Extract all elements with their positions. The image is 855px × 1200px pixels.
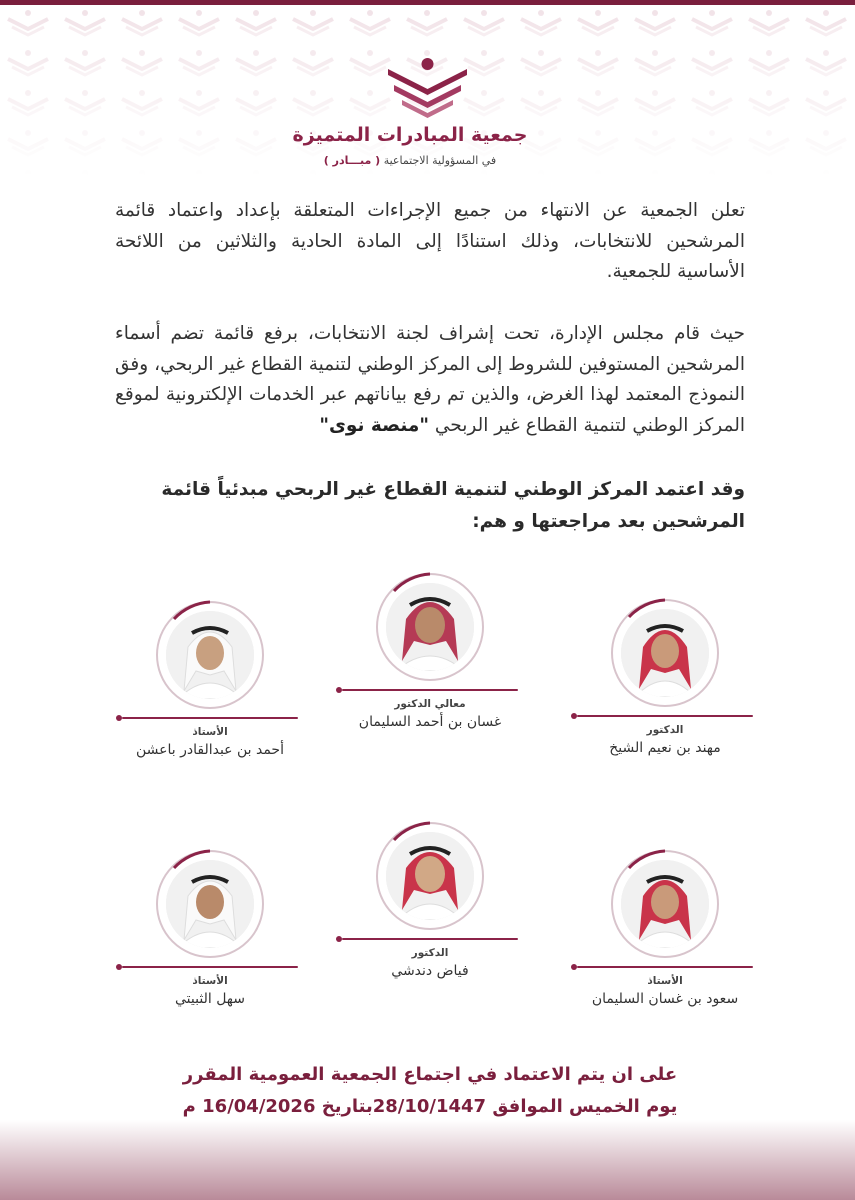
candidate-card	[110, 848, 310, 1078]
meeting-date: يوم الخميس الموافق 28/10/1447بتاريخ 16/04/2026 م	[182, 1096, 678, 1117]
candidate-photo	[166, 860, 254, 948]
name-divider	[342, 938, 518, 940]
candidate-photo	[386, 583, 474, 671]
organization-subtitle-text: في المسؤولية الاجتماعية	[383, 154, 497, 167]
candidate-card	[330, 571, 530, 801]
candidate-title: الأستاذ	[192, 726, 228, 738]
candidate-card	[565, 848, 765, 1078]
meeting-note: على ان يتم الاعتماد في اجتماع الجمعية العمومية المقرر	[182, 1064, 678, 1085]
candidate-photo	[386, 832, 474, 920]
candidate-name: فياض دندشي	[391, 963, 469, 979]
organization-name: جمعية المبادرات المتميزة	[292, 124, 528, 146]
name-divider	[122, 966, 298, 968]
name-divider	[342, 689, 518, 691]
candidate-title: الدكتور	[646, 724, 684, 736]
organization-subtitle	[290, 154, 530, 167]
paragraph-process	[115, 319, 745, 441]
organization-logo	[380, 55, 475, 125]
candidate-name: أحمد بن عبدالقادر باعشن	[136, 742, 284, 758]
candidate-title: معالي الدكتور	[394, 698, 466, 710]
organization-abbreviation: ( مبـــادر )	[323, 154, 381, 167]
candidate-title: الأستاذ	[192, 975, 228, 987]
candidate-name: غسان بن أحمد السليمان	[358, 714, 502, 730]
candidate-card	[565, 597, 765, 827]
candidate-name: سعود بن غسان السليمان	[591, 991, 739, 1007]
name-divider	[122, 717, 298, 719]
name-divider	[577, 966, 753, 968]
candidate-title: الأستاذ	[647, 975, 683, 987]
bottom-gradient	[0, 1120, 855, 1200]
candidate-card	[330, 820, 530, 1050]
paragraph-approval: وقد اعتمد المركز الوطني لتنمية القطاع غير الربحي مبدئياً قائمة المرشحين بعد مراجعتها و هم:	[161, 479, 745, 532]
candidate-title: الدكتور	[411, 947, 449, 959]
candidate-card	[110, 599, 310, 829]
candidate-photo	[621, 860, 709, 948]
candidate-name: سهل الثبيتي	[175, 991, 245, 1007]
candidate-photo	[621, 609, 709, 697]
paragraph-intro: تعلن الجمعية عن الانتهاء من جميع الإجراءات المتعلقة بإعداد واعتماد قائمة المرشحين للانتخابات، وذلك استنادًا إلى المادة الحادية والثلاثين من اللائحة الأساسية للجمعية.	[115, 200, 745, 282]
platform-name: "منصة نوى"	[319, 414, 429, 436]
paragraph-process-text: حيث قام مجلس الإدارة، تحت إشراف لجنة الانتخابات، برفع قائمة تضم أسماء المرشحين المستوفين للشروط إلى المركز الوطني لتنمية القطاع غير الربحي، وفق النموذج المعتمد لهذا الغرض، والذين تم رفع بياناتهم عبر الخدمات الإلكترونية لموقع المركز الوطني لتنمية القطاع غير الربحي	[115, 323, 745, 436]
name-divider	[577, 715, 753, 717]
candidate-photo	[166, 611, 254, 699]
candidate-name: مهند بن نعيم الشيخ	[609, 740, 721, 756]
